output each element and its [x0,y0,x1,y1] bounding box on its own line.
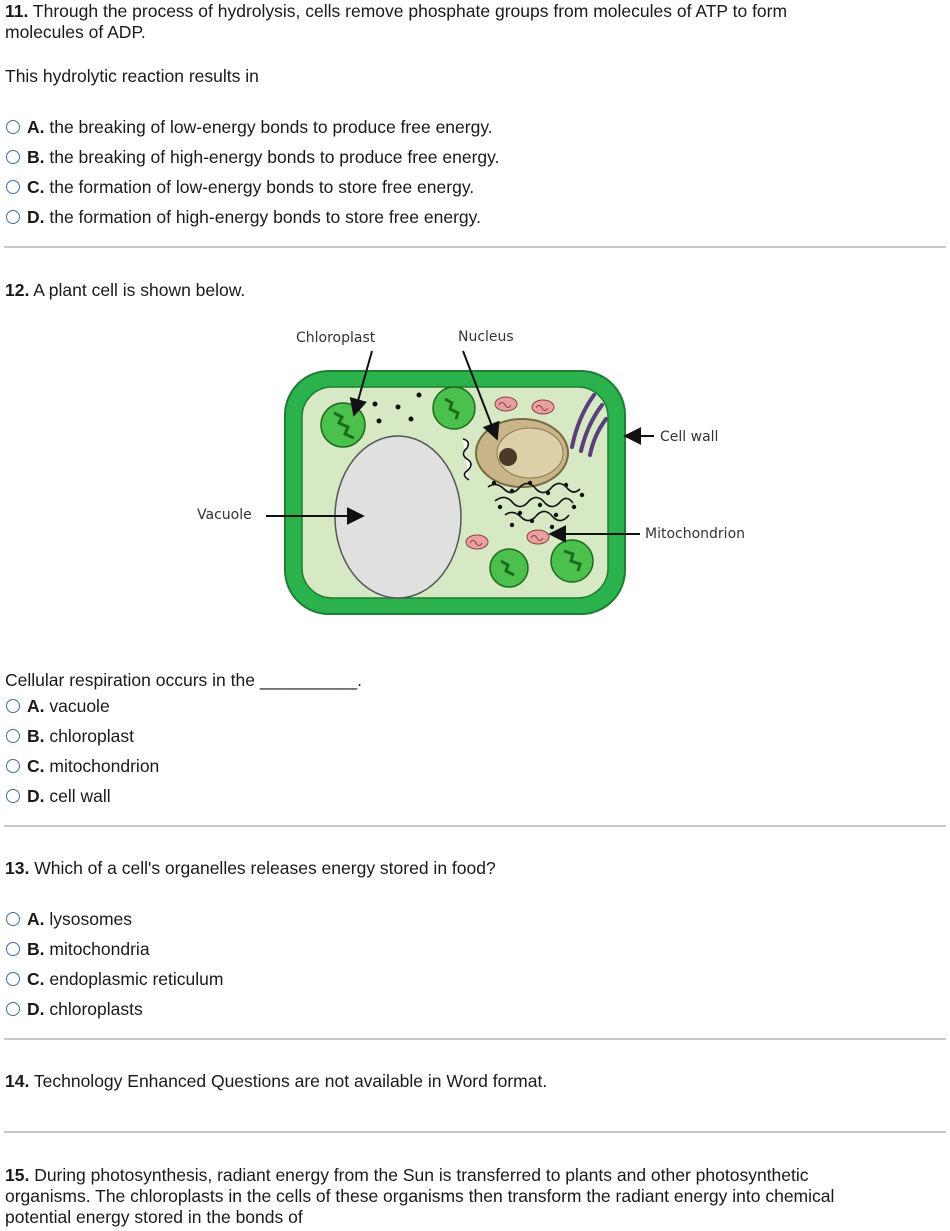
option-letter: C. [27,756,45,776]
option-letter: A. [27,696,45,716]
option-letter: D. [27,207,45,227]
option-text: the breaking of high-energy bonds to produce free energy. [44,147,500,167]
option-text: lysosomes [44,909,133,929]
q11-option-a[interactable] [6,116,493,138]
mitochondrion-1 [495,397,517,411]
question-number: 15. [5,1165,30,1185]
question-14-stem [5,1071,547,1092]
option-letter: B. [27,147,45,167]
question-text-continued: potential energy stored in the bonds of [5,1207,303,1227]
q12-option-d[interactable] [6,785,111,807]
question-text: During photosynthesis, radiant energy from the Sun is transferred to plants and other photosynthetic [29,1165,809,1185]
label-vacuole: Vacuole [197,507,252,523]
question-text-continued: molecules of ADP. [5,22,146,42]
label-chloroplast: Chloroplast [296,330,376,346]
mitochondrion-3 [466,535,488,549]
question-text: Through the process of hydrolysis, cells remove phosphate groups from molecules of ATP to form [28,1,788,21]
question-11-prompt: This hydrolytic reaction results in [5,66,259,86]
radio-button[interactable] [6,912,20,926]
q12-option-a[interactable] [6,695,110,717]
question-number: 13. [5,858,30,878]
question-number: 14. [5,1071,30,1091]
radio-button[interactable] [6,1002,20,1016]
q12-option-c[interactable] [6,755,159,777]
option-text: mitochondria [44,939,150,959]
divider [4,1038,946,1040]
plant-cell-diagram [0,315,950,635]
label-nucleus: Nucleus [458,329,514,345]
option-letter: C. [27,969,45,989]
question-13-stem [5,858,496,879]
question-number: 12. [5,280,30,300]
divider [4,825,946,827]
radio-button[interactable] [6,210,20,224]
q13-option-d[interactable] [6,998,143,1020]
radio-button[interactable] [6,759,20,773]
radio-button[interactable] [6,972,20,986]
option-text: mitochondrion [44,756,160,776]
nucleolus [499,448,517,466]
radio-button[interactable] [6,180,20,194]
chloroplast-2 [433,387,475,429]
radio-button[interactable] [6,729,20,743]
option-text: cell wall [44,786,111,806]
q13-option-a[interactable] [6,908,132,930]
q13-option-b[interactable] [6,938,150,960]
option-text: the formation of high-energy bonds to store free energy. [44,207,481,227]
option-text: vacuole [44,696,110,716]
option-letter: D. [27,786,45,806]
q11-option-c[interactable] [6,176,474,198]
divider [4,246,946,248]
label-mitochondrion: Mitochondrion [645,526,746,542]
option-text: the formation of low-energy bonds to store free energy. [44,177,475,197]
question-text: A plant cell is shown below. [29,280,246,300]
radio-button[interactable] [6,120,20,134]
mitochondrion-4 [527,530,549,544]
option-letter: B. [27,939,45,959]
option-letter: C. [27,177,45,197]
q13-option-c[interactable] [6,968,223,990]
q11-option-d[interactable] [6,206,481,228]
chloroplast-3 [490,549,528,587]
option-letter: D. [27,999,45,1019]
radio-button[interactable] [6,942,20,956]
option-letter: B. [27,726,45,746]
question-12-stem [5,280,245,301]
question-text: Technology Enhanced Questions are not available in Word format. [29,1071,548,1091]
chloroplast-1 [321,403,365,447]
q12-option-b[interactable] [6,725,134,747]
question-11-stem [5,1,787,43]
q11-option-b[interactable] [6,146,499,168]
option-text: the breaking of low-energy bonds to produce free energy. [44,117,493,137]
divider [4,1131,946,1133]
radio-button[interactable] [6,699,20,713]
option-text: endoplasmic reticulum [44,969,224,989]
radio-button[interactable] [6,150,20,164]
option-text: chloroplast [44,726,134,746]
label-cell-wall: Cell wall [660,429,719,445]
question-text-continued: organisms. The chloroplasts in the cells of these organisms then transform the radiant energy into chemical [5,1186,835,1206]
radio-button[interactable] [6,789,20,803]
option-letter: A. [27,117,45,137]
option-text: chloroplasts [44,999,143,1019]
option-letter: A. [27,909,45,929]
question-text: Which of a cell's organelles releases energy stored in food? [29,858,496,878]
chloroplast-4 [551,540,593,582]
question-12-prompt: Cellular respiration occurs in the __________. [5,670,363,690]
question-15-stem [5,1165,834,1228]
mitochondrion-2 [532,400,554,414]
question-number: 11. [5,1,29,21]
